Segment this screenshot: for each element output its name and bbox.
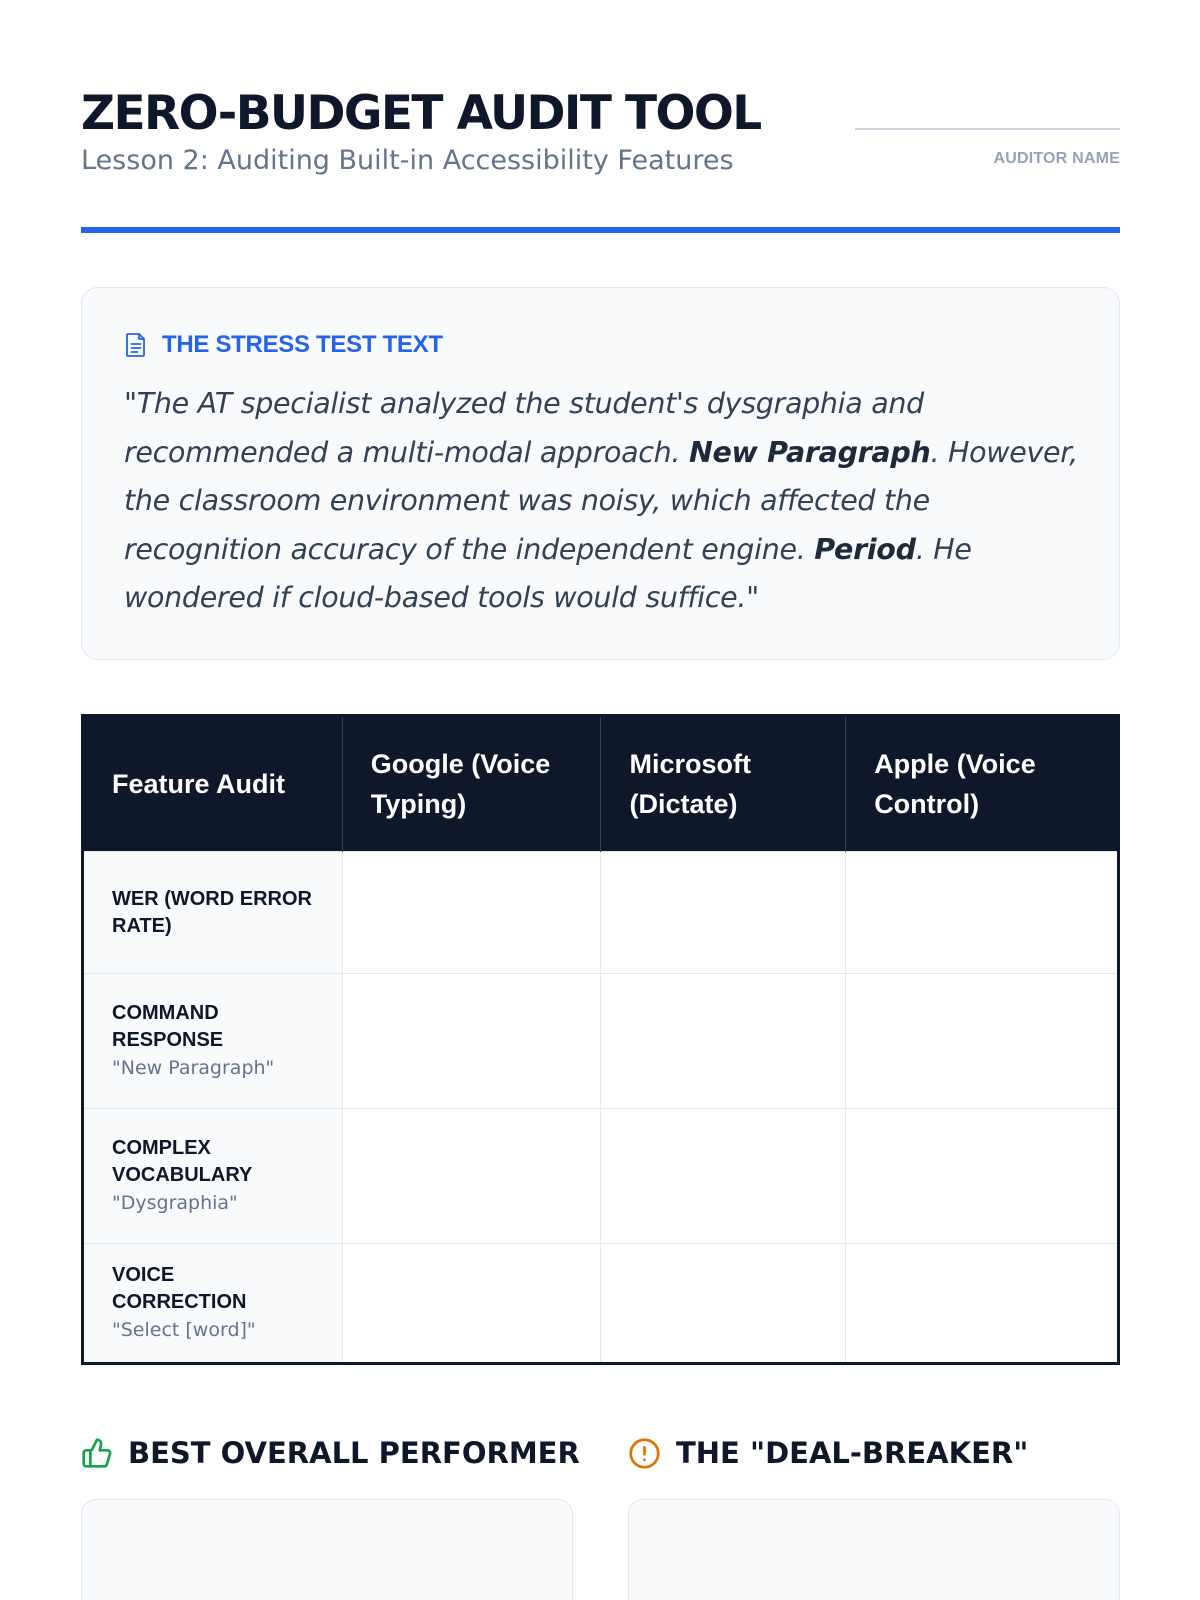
stress-test-heading <box>124 331 443 359</box>
page-subtitle: Lesson 2: Auditing Built-in Accessibility Features <box>81 145 734 176</box>
row-subtitle: "Dysgraphia" <box>112 1192 238 1214</box>
cell-google-command[interactable] <box>342 974 601 1109</box>
cell-microsoft-wer[interactable] <box>601 852 846 974</box>
cell-google-correction[interactable] <box>342 1244 601 1364</box>
cell-apple-correction[interactable] <box>846 1244 1119 1364</box>
deal-breaker-answer-box[interactable] <box>628 1499 1120 1600</box>
header-divider <box>81 227 1120 233</box>
cell-apple-vocabulary[interactable] <box>846 1109 1119 1244</box>
cell-microsoft-command[interactable] <box>601 974 846 1109</box>
alert-circle-icon <box>628 1437 661 1470</box>
table-row <box>83 1109 1119 1244</box>
feature-audit-table <box>81 714 1120 1365</box>
stress-test-label: THE STRESS TEST TEXT <box>162 331 443 358</box>
auditor-name-label: AUDITOR NAME <box>993 150 1120 167</box>
row-title: VOICE CORRECTION <box>112 1264 247 1313</box>
page-title: ZERO-BUDGET AUDIT TOOL <box>81 86 761 141</box>
document-icon <box>124 332 148 358</box>
cell-apple-wer[interactable] <box>846 852 1119 974</box>
row-label-wer <box>83 852 343 974</box>
cell-microsoft-vocabulary[interactable] <box>601 1109 846 1244</box>
command-new-paragraph: New Paragraph <box>688 435 931 469</box>
row-label-complex-vocabulary <box>83 1109 343 1244</box>
column-header-apple: Apple (Voice Control) <box>846 716 1119 852</box>
row-title: COMMAND RESPONSE <box>112 1002 224 1051</box>
table-row <box>83 974 1119 1109</box>
page-header <box>81 80 1120 234</box>
auditor-name-field[interactable] <box>855 128 1120 130</box>
table-row <box>83 1244 1119 1364</box>
best-performer-label: BEST OVERALL PERFORMER <box>128 1436 580 1470</box>
row-title: WER (WORD ERROR RATE) <box>112 887 312 937</box>
row-label-voice-correction <box>83 1244 343 1364</box>
stress-text-part-3: . He wondered if cloud-based tools would suffice." <box>124 532 972 614</box>
stress-text-part-1: "The AT specialist analyzed the student's dysgraphia and recommended a multi-modal approach. <box>124 387 924 469</box>
row-subtitle: "Select [word]" <box>112 1319 256 1341</box>
deal-breaker-label: THE "DEAL-BREAKER" <box>676 1436 1029 1470</box>
cell-apple-command[interactable] <box>846 974 1119 1109</box>
column-header-feature: Feature Audit <box>83 716 343 852</box>
cell-microsoft-correction[interactable] <box>601 1244 846 1364</box>
command-period: Period <box>814 532 916 566</box>
column-header-google: Google (Voice Typing) <box>342 716 601 852</box>
table-row <box>83 852 1119 974</box>
column-header-microsoft: Microsoft (Dictate) <box>601 716 846 852</box>
row-title: COMPLEX VOCABULARY <box>112 1137 253 1186</box>
stress-test-card <box>81 287 1120 660</box>
best-performer-heading <box>81 1436 580 1470</box>
row-label-command-response <box>83 974 343 1109</box>
thumbs-up-icon <box>81 1437 113 1469</box>
best-performer-answer-box[interactable] <box>81 1499 573 1600</box>
stress-test-text <box>124 380 1084 623</box>
cell-google-wer[interactable] <box>342 852 601 974</box>
deal-breaker-heading <box>628 1436 1028 1470</box>
stress-text-part-2: . However, the classroom environment was noisy, which affected the recognition accuracy of the independent engine. <box>124 435 1078 566</box>
table-header-row <box>83 716 1119 852</box>
cell-google-vocabulary[interactable] <box>342 1109 601 1244</box>
row-subtitle: "New Paragraph" <box>112 1057 275 1079</box>
